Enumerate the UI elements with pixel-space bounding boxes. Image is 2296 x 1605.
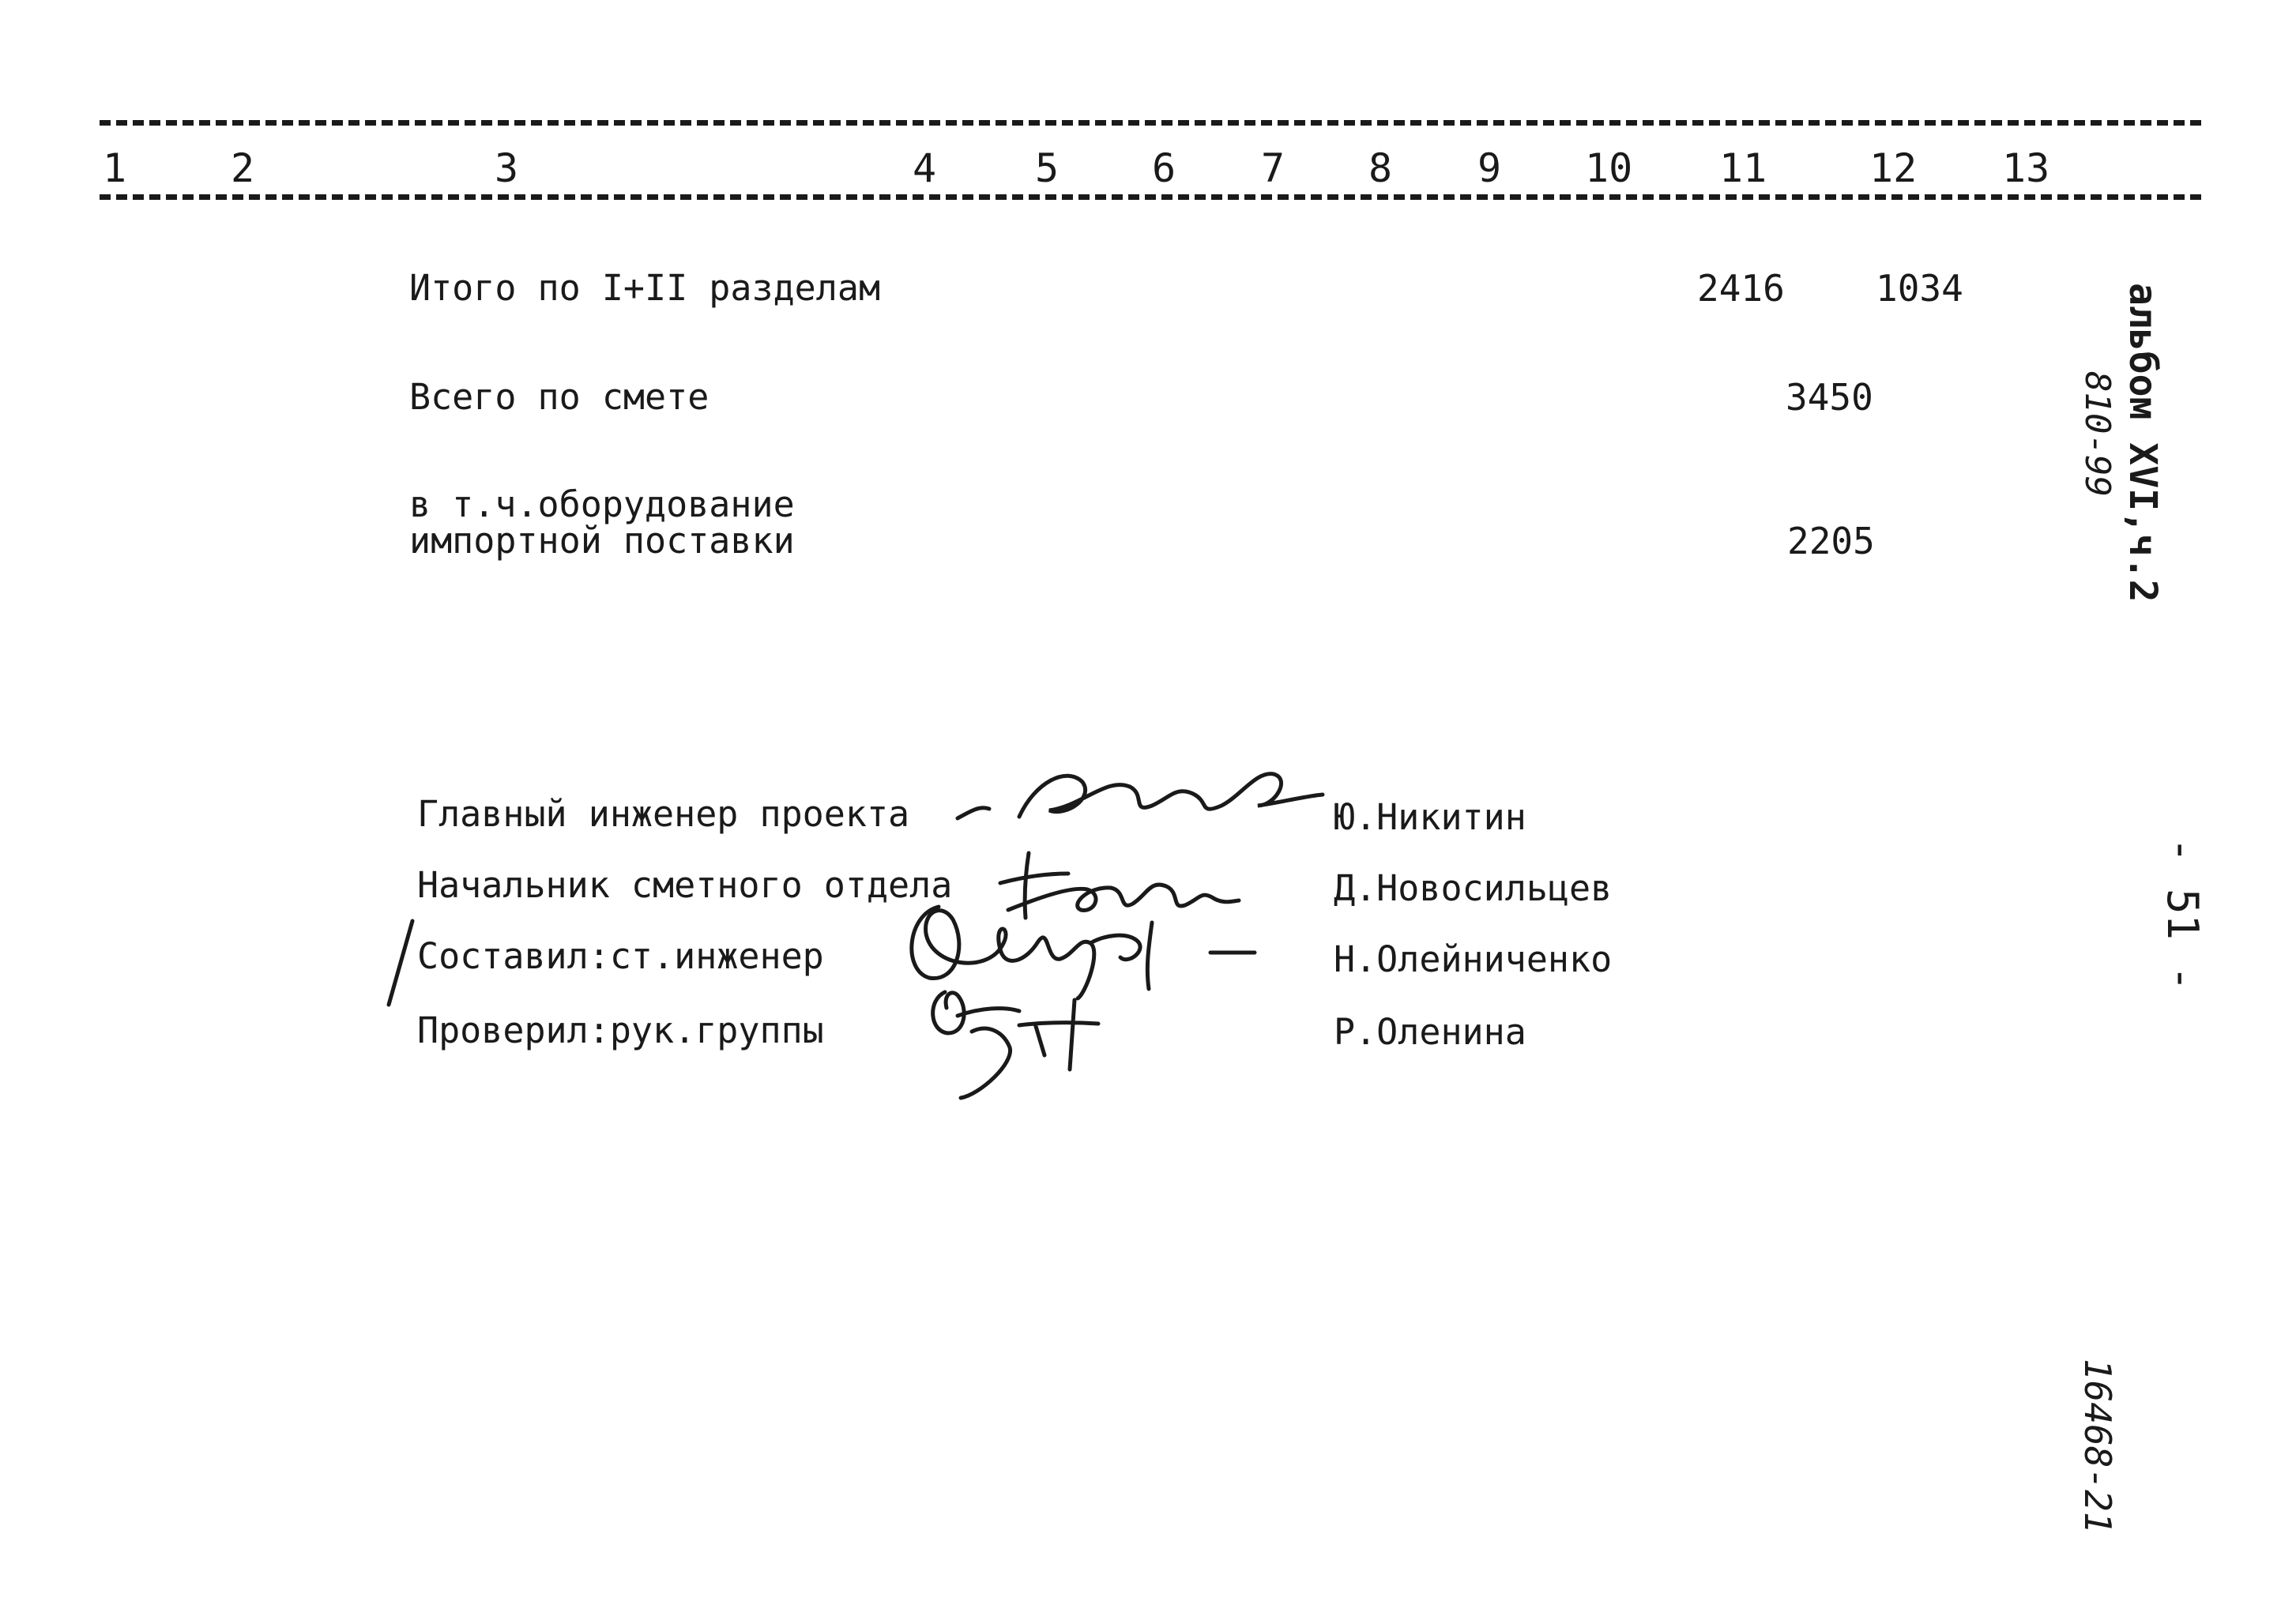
import-equipment-label-line2: импортной поставки [409,520,795,562]
column-number: 2 [231,145,255,191]
column-number: 10 [1585,145,1633,191]
column-number: 12 [1869,145,1918,191]
album-reference: альбом XVI,ч.2 [2121,283,2165,603]
estimate-total-value: 3450 [1786,376,1873,419]
import-equipment-label-line1: в т.ч.оборудование [409,483,795,525]
column-number: 8 [1368,145,1393,191]
column-number: 1 [103,145,127,191]
column-number: 4 [913,145,937,191]
signature-name-estimate-head: Д.Новосильцев [1334,867,1613,909]
import-equipment-value: 2205 [1787,520,1875,562]
sections-total-col11: 2416 [1697,267,1785,310]
signature-name-checker: Р.Оленина [1334,1011,1526,1053]
signature-role-estimate-head: Начальник сметного отдела [417,864,953,906]
column-number: 5 [1035,145,1060,191]
signature-role-compiler: Составил:ст.инженер [417,935,824,977]
column-number: 3 [495,145,519,191]
sections-total-label: Итого по I+II разделам [409,267,881,309]
header-bottom-rule [100,194,2201,200]
header-top-rule [100,120,2201,126]
sections-total-col12: 1034 [1876,267,1963,310]
column-number: 11 [1719,145,1767,191]
column-number: 9 [1477,145,1502,191]
estimate-total-label: Всего по смете [409,376,710,418]
page-number: - 51 - [2158,837,2208,992]
column-number: 7 [1261,145,1285,191]
margin-slash-mark [381,916,420,1011]
series-number: 810-99 [2077,371,2117,497]
column-number: 13 [2002,145,2050,191]
handwritten-signature-chief-engineer [948,750,1327,829]
signature-role-chief-engineer: Главный инженер проекта [417,793,910,835]
signature-role-checker: Проверил:рук.группы [417,1009,824,1051]
signature-name-chief-engineer: Ю.Никитин [1334,796,1526,838]
document-number: 16468-21 [2076,1359,2119,1534]
signature-name-compiler: Н.Олейниченко [1334,938,1613,980]
handwritten-signature-checker [917,976,1185,1103]
column-number: 6 [1152,145,1176,191]
